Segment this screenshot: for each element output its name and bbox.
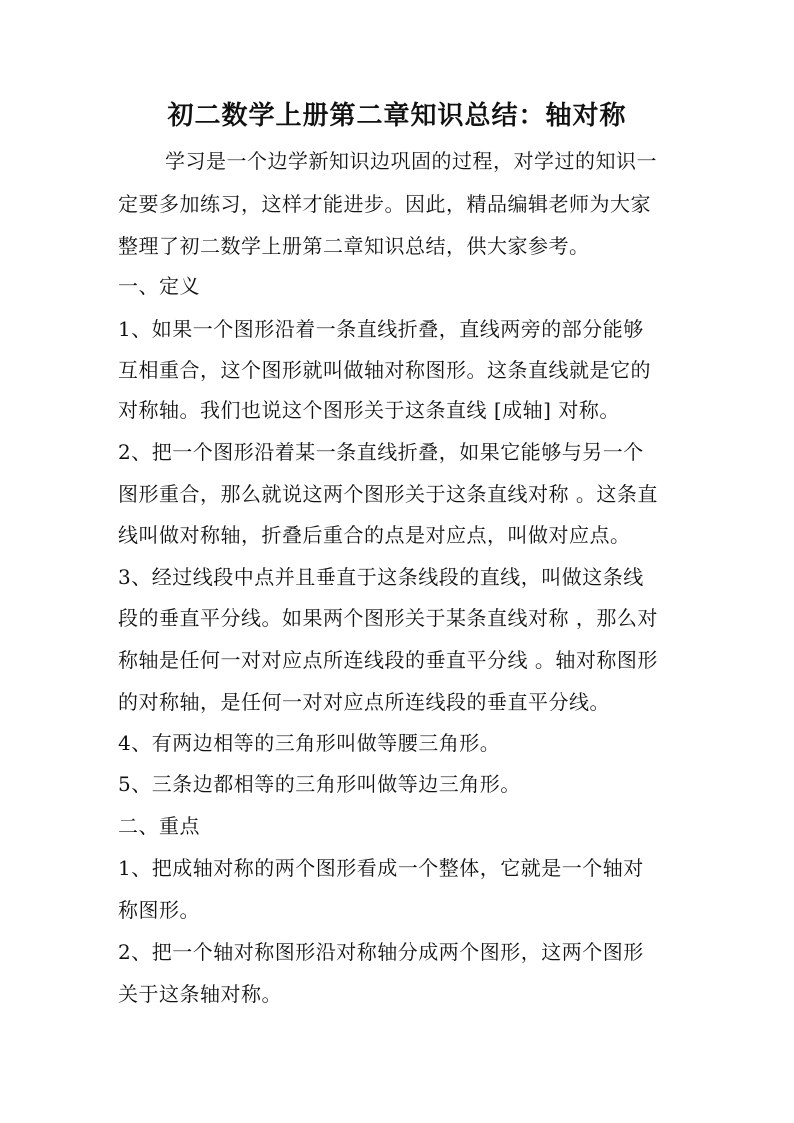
key-point-2-line-1: 2、把一个轴对称图形沿对称轴分成两个图形，这两个图形 (118, 940, 644, 964)
definition-item-2-line-2: 图形重合，那么就说这两个图形关于这条直线对称 。这条直 (118, 482, 658, 506)
definition-item-5: 5、三条边都相等的三角形叫做等边三角形。 (118, 772, 521, 796)
definition-item-3-line-1: 3、经过线段中点并且垂直于这条线段的直线，叫做这条线 (118, 565, 644, 589)
intro-line-1: 学习是一个边学新知识边巩固的过程，对学过的知识一 (165, 149, 657, 173)
intro-line-3: 整理了初二数学上册第二章知识总结，供大家参考。 (118, 234, 590, 258)
section-heading-key-points: 二、重点 (118, 814, 200, 838)
definition-item-2-line-3: 线叫做对称轴，折叠后重合的点是对应点，叫做对应点。 (118, 523, 631, 547)
key-point-1-line-2: 称图形。 (118, 898, 200, 922)
definition-item-4: 4、有两边相等的三角形叫做等腰三角形。 (118, 731, 501, 755)
section-heading-definition: 一、定义 (118, 274, 200, 298)
definition-item-3-line-2: 段的垂直平分线。如果两个图形关于某条直线对称 ，那么对 (118, 606, 658, 630)
definition-item-1-line-3: 对称轴。我们也说这个图形关于这条直线 [成轴] 对称。 (118, 398, 620, 422)
key-point-1-line-1: 1、把成轴对称的两个图形看成一个整体，它就是一个轴对 (118, 856, 644, 880)
document-title: 初二数学上册第二章知识总结：轴对称 (167, 101, 627, 131)
intro-line-2: 定要多加练习，这样才能进步。因此，精品编辑老师为大家 (118, 192, 651, 216)
definition-item-3-line-3: 称轴是任何一对对应点所连线段的垂直平分线 。轴对称图形 (118, 648, 658, 672)
definition-item-3-line-4: 的对称轴，是任何一对对应点所连线段的垂直平分线。 (118, 690, 610, 714)
key-point-2-line-2: 关于这条轴对称。 (118, 982, 282, 1006)
definition-item-2-line-1: 2、把一个图形沿着某一条直线折叠，如果它能够与另一个 (118, 440, 644, 464)
definition-item-1-line-2: 互相重合，这个图形就叫做轴对称图形。这条直线就是它的 (118, 358, 651, 382)
definition-item-1-line-1: 1、如果一个图形沿着一条直线折叠，直线两旁的部分能够 (118, 317, 644, 341)
